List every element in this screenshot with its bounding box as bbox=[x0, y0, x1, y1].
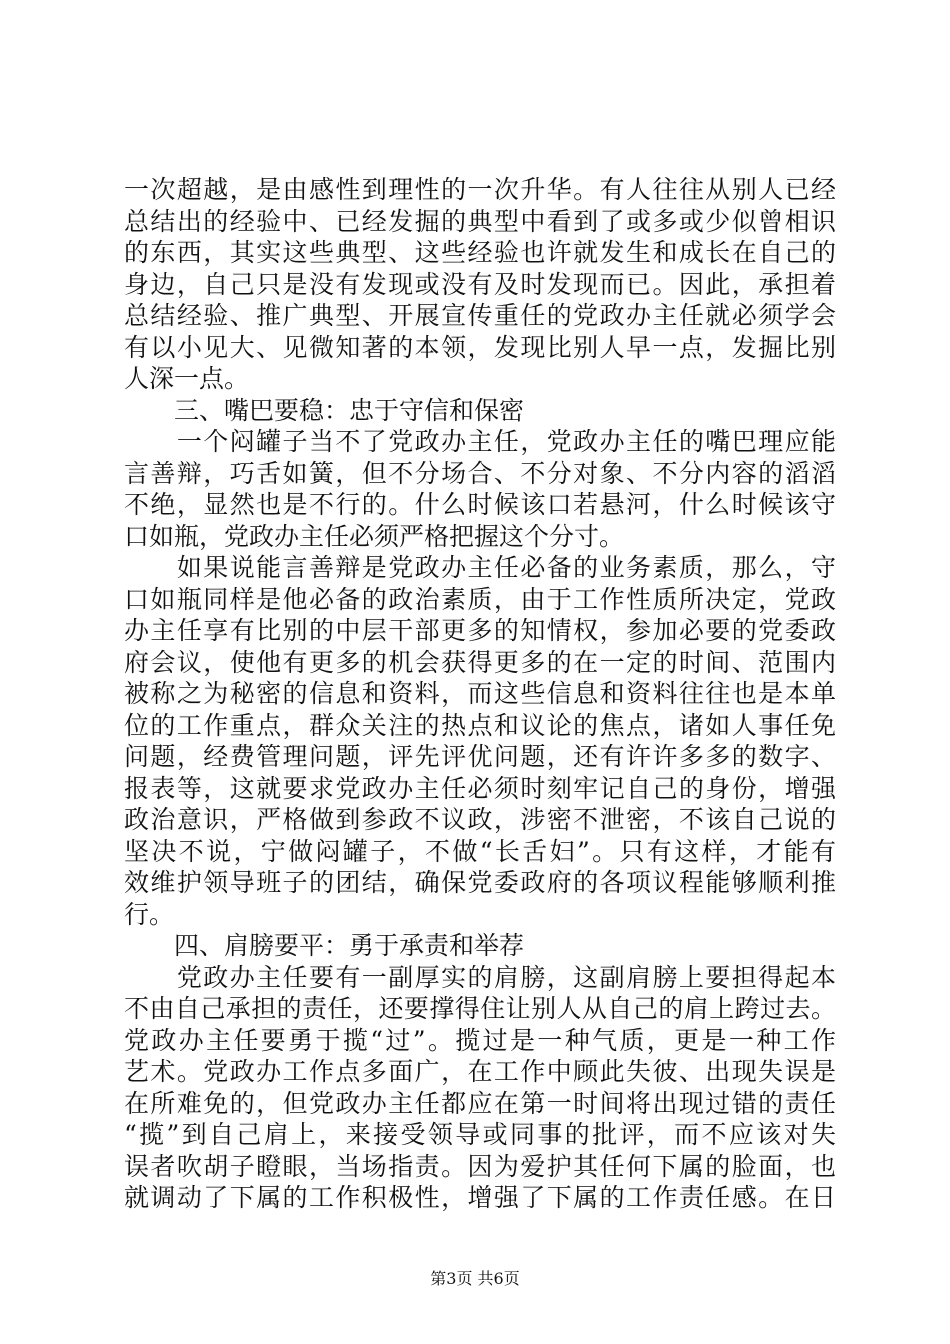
page-footer: 第3页 共6页 bbox=[430, 1269, 520, 1288]
text-line: “揽”到自己肩上，来接受领导或同事的批评，而不应该对失 bbox=[124, 1120, 836, 1149]
text-line: 在所难免的，但党政办主任都应在第一时间将出现过错的责任 bbox=[124, 1088, 836, 1118]
document-body bbox=[124, 174, 836, 1214]
text-line: 行。 bbox=[124, 899, 175, 929]
text-line: 四、肩膀要平：勇于承责和举荐 bbox=[124, 931, 525, 960]
text-line: 身边，自己只是没有发现或没有及时发现而已。因此，承担着 bbox=[124, 269, 836, 299]
text-line: 问题，经费管理问题，评先评优问题，还有许许多多的数字、 bbox=[124, 742, 836, 771]
text-line: 言善辩，巧舌如簧，但不分场合、不分对象、不分内容的滔滔 bbox=[124, 458, 836, 488]
text-line: 被称之为秘密的信息和资料，而这些信息和资料往往也是本单 bbox=[124, 679, 836, 708]
text-line: 党政办主任要勇于揽“过”。揽过是一种气质，更是一种工作 bbox=[124, 1025, 836, 1055]
text-line: 府会议，使他有更多的机会获得更多的在一定的时间、范围内 bbox=[124, 647, 836, 677]
text-line: 就调动了下属的工作积极性，增强了下属的工作责任感。在日 bbox=[124, 1183, 836, 1212]
text-line: 报表等，这就要求党政办主任必须时刻牢记自己的身份，增强 bbox=[124, 773, 836, 803]
text-line: 效维护领导班子的团结，确保党委政府的各项议程能够顺利推 bbox=[124, 868, 836, 897]
text-line: 口如瓶，党政办主任必须严格把握这个分寸。 bbox=[124, 521, 625, 551]
text-line: 办主任享有比别的中层干部更多的知情权，参加必要的党委政 bbox=[124, 616, 836, 645]
text-line: 艺术。党政办工作点多面广，在工作中顾此失彼、出现失误是 bbox=[124, 1057, 836, 1086]
text-line: 的东西，其实这些典型、这些经验也许就发生和成长在自己的 bbox=[124, 238, 836, 267]
text-line: 位的工作重点，群众关注的热点和议论的焦点，诸如人事任免 bbox=[124, 710, 836, 740]
text-line: 人深一点。 bbox=[124, 364, 250, 393]
text-line: 口如瓶同样是他必备的政治素质，由于工作性质所决定，党政 bbox=[124, 584, 836, 614]
text-line: 一个闷罐子当不了党政办主任，党政办主任的嘴巴理应能 bbox=[124, 427, 836, 456]
text-line: 总结经验、推广典型、开展宣传重任的党政办主任就必须学会 bbox=[124, 301, 836, 330]
text-line: 总结出的经验中、已经发掘的典型中看到了或多或少似曾相识 bbox=[124, 206, 836, 236]
text-line: 坚决不说，宁做闷罐子，不做“长舌妇”。只有这样，才能有 bbox=[124, 836, 836, 866]
text-line: 政治意识，严格做到参政不议政，涉密不泄密，不该自己说的 bbox=[124, 805, 836, 834]
text-line: 三、嘴巴要稳：忠于守信和保密 bbox=[124, 395, 525, 425]
text-line: 有以小见大、见微知著的本领，发现比别人早一点，发掘比别 bbox=[124, 332, 836, 362]
text-line: 不由自己承担的责任，还要撑得住让别人从自己的肩上跨过去。 bbox=[124, 994, 836, 1023]
text-line: 党政办主任要有一副厚实的肩膀，这副肩膀上要担得起本 bbox=[124, 962, 836, 992]
text-line: 不绝，显然也是不行的。什么时候该口若悬河，什么时候该守 bbox=[124, 490, 836, 519]
text-line: 误者吹胡子瞪眼，当场指责。因为爱护其任何下属的脸面，也 bbox=[124, 1151, 836, 1181]
text-line: 一次超越，是由感性到理性的一次升华。有人往往从别人已经 bbox=[124, 175, 836, 204]
text-line: 如果说能言善辩是党政办主任必备的业务素质，那么，守 bbox=[124, 553, 836, 582]
